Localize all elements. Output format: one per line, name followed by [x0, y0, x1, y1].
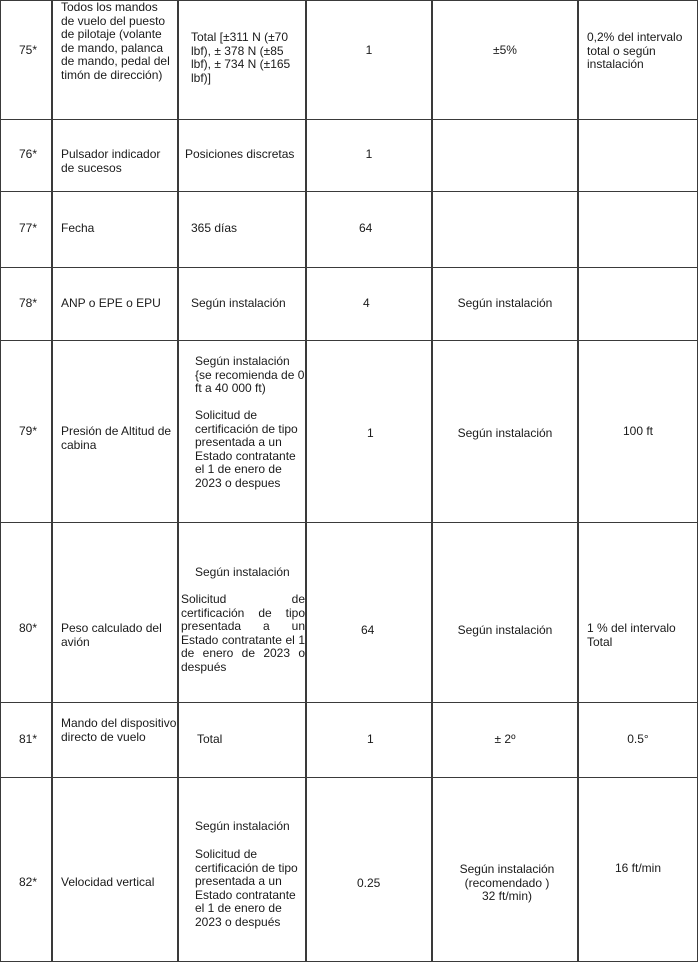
resolution-cell [578, 0, 698, 120]
interval-cell [306, 522, 432, 703]
table-row [0, 522, 698, 703]
resolution-cell [578, 777, 698, 962]
accuracy-value: Según instalación [457, 623, 553, 637]
range-text: Posiciones discretas [185, 147, 295, 161]
range-note: Solicitud de certificación de tipo presentada a un Estado contratante el 1 de enero de 2023 o después [181, 592, 305, 674]
range-cell [178, 777, 306, 962]
interval-value: 64 [361, 623, 375, 637]
accuracy-cell [432, 522, 578, 703]
interval-cell [306, 702, 432, 778]
range-text: Según instalación [191, 296, 286, 310]
parameter-name: Peso calculado del avión [61, 621, 162, 649]
resolution-value: 0.5° [627, 732, 649, 746]
interval-value: 1 [367, 426, 374, 440]
table-row [0, 267, 698, 341]
range-cell [178, 0, 306, 120]
row-number: 76* [19, 147, 38, 161]
interval-value: 4 [363, 296, 370, 310]
interval-cell [306, 777, 432, 962]
interval-value: 1 [365, 147, 373, 161]
row-number: 82* [19, 875, 38, 889]
table-row [0, 702, 698, 778]
parameter-name: Fecha [61, 221, 95, 235]
range-text: Según instalación [195, 565, 290, 579]
row-number: 78* [19, 296, 38, 310]
range-text: Total [±311 N (±70 lbf), ± 378 N (±85 lbf), ± 734 N (±165 lbf)] [191, 30, 291, 85]
table-row [0, 777, 698, 962]
parameter-name: Todos los mandos de vuelo del puesto de pilotaje (volante de mando, palanca de mando, pedal del timón de dirección) [61, 0, 170, 82]
interval-cell [306, 267, 432, 341]
range-note: Solicitud de certificación de tipo presentada a un Estado contratante el 1 de enero de 2023 o despues [195, 408, 298, 490]
range-text: 365 días [191, 221, 238, 235]
resolution-cell [578, 191, 698, 268]
range-cell [178, 340, 306, 523]
interval-value: 1 [365, 43, 373, 57]
resolution-value: 16 ft/min [614, 861, 662, 875]
interval-cell [306, 191, 432, 268]
interval-value: 64 [359, 221, 373, 235]
interval-value: 0.25 [357, 876, 381, 890]
range-note: Solicitud de certificación de tipo presentada a un Estado contratante el 1 de enero de 2023 o después [195, 847, 298, 929]
resolution-cell [578, 267, 698, 341]
row-number-cell [0, 0, 52, 120]
resolution-cell [578, 702, 698, 778]
range-text: Según instalación [195, 819, 290, 833]
accuracy-cell [432, 267, 578, 341]
table-row [0, 340, 698, 523]
parameter-name: Velocidad vertical [61, 875, 155, 889]
parameter-name: Mando del dispositivo directo de vuelo [61, 716, 177, 744]
parameter-name: ANP o EPE o EPU [61, 296, 161, 310]
row-number: 79* [19, 424, 38, 438]
row-number-cell [0, 702, 52, 778]
row-number: 77* [19, 221, 38, 235]
range-cell [178, 522, 306, 703]
resolution-value: 100 ft [622, 424, 654, 438]
row-number: 81* [19, 732, 38, 746]
parameter-cell [52, 522, 178, 703]
range-cell [178, 702, 306, 778]
parameter-name: Pulsador indicador de sucesos [61, 147, 161, 175]
table-row [0, 191, 698, 268]
range-text: Total [197, 732, 223, 746]
parameter-cell [52, 0, 178, 120]
row-number-cell [0, 119, 52, 192]
resolution-cell [578, 119, 698, 192]
accuracy-value: Según instalación (recomendado ) 32 ft/min) [459, 862, 555, 903]
parameter-name: Presión de Altitud de cabina [61, 424, 172, 452]
accuracy-cell [432, 119, 578, 192]
accuracy-cell [432, 0, 578, 120]
accuracy-cell [432, 191, 578, 268]
accuracy-cell [432, 340, 578, 523]
parameter-cell [52, 777, 178, 962]
interval-cell [306, 0, 432, 120]
parameter-cell [52, 702, 178, 778]
accuracy-cell [432, 702, 578, 778]
parameter-cell [52, 191, 178, 268]
row-number-cell [0, 777, 52, 962]
row-number-cell [0, 522, 52, 703]
range-cell [178, 191, 306, 268]
interval-cell [306, 119, 432, 192]
range-cell [178, 267, 306, 341]
resolution-value: 1 % del intervalo Total [587, 621, 676, 649]
interval-value: 1 [367, 732, 374, 746]
accuracy-value: Según instalación [457, 296, 553, 310]
accuracy-value: ± 2º [494, 732, 516, 746]
row-number-cell [0, 340, 52, 523]
parameter-cell [52, 119, 178, 192]
row-number-cell [0, 191, 52, 268]
table-row [0, 0, 698, 120]
row-number-cell [0, 267, 52, 341]
parameter-cell [52, 340, 178, 523]
row-number: 80* [19, 621, 38, 635]
resolution-cell [578, 340, 698, 523]
resolution-value: 0,2% del intervalo total o según instalación [587, 30, 683, 71]
row-number: 75* [19, 43, 38, 57]
table-row [0, 119, 698, 192]
range-cell [178, 119, 306, 192]
accuracy-cell [432, 777, 578, 962]
accuracy-value: Según instalación [457, 426, 553, 440]
interval-cell [306, 340, 432, 523]
resolution-cell [578, 522, 698, 703]
range-text: Según instalación {se recomienda de 0 ft a 40 000 ft) [195, 354, 305, 395]
accuracy-value: ±5% [493, 43, 517, 57]
parameter-cell [52, 267, 178, 341]
